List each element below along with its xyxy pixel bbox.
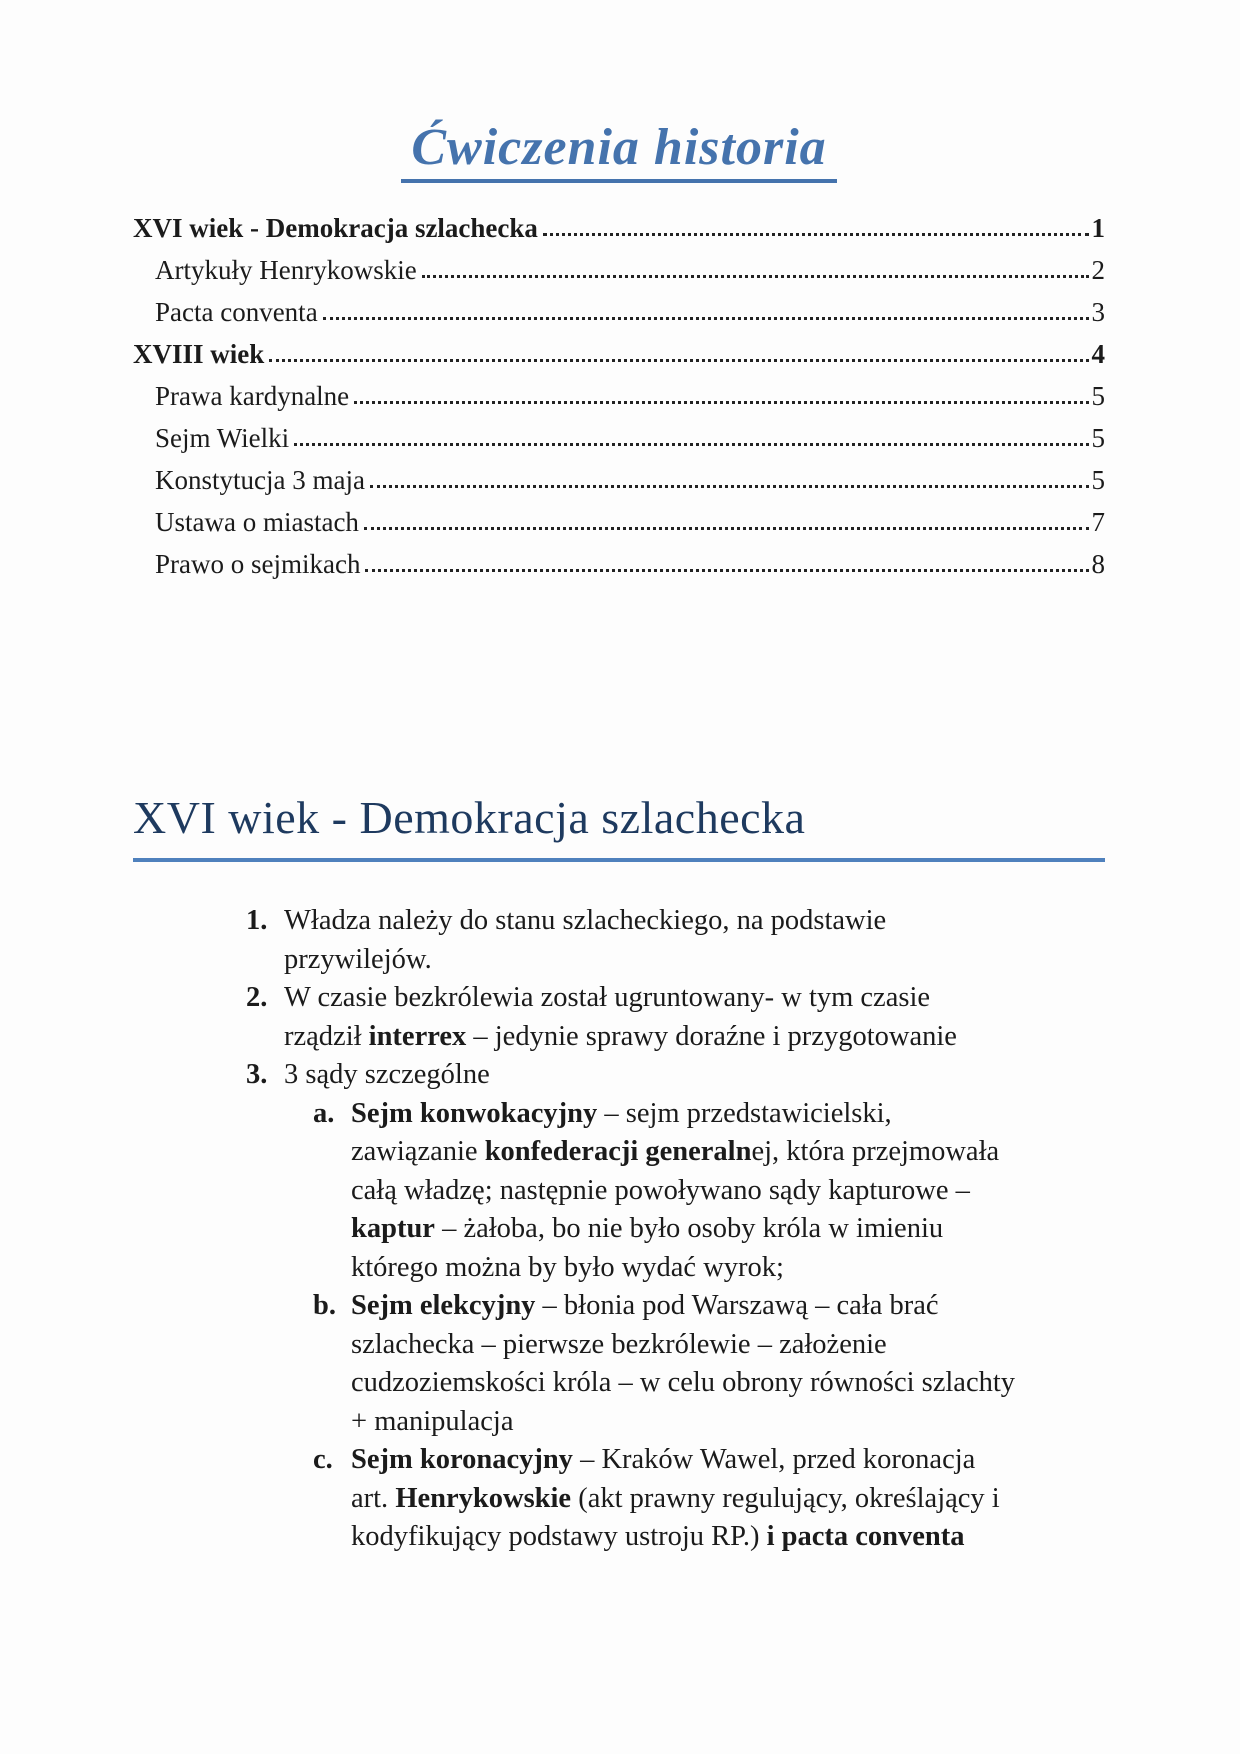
toc-entry-page-number: 5 (1091, 465, 1105, 495)
text-run-bold: Sejm konwokacyjny (351, 1097, 598, 1129)
list-item (313, 1095, 1105, 1288)
toc-entry-label: Prawa kardynalne (155, 381, 350, 411)
toc-leader-dots (365, 569, 1088, 572)
section-list (133, 902, 1105, 1557)
toc-entry-label: Pacta conventa (155, 297, 318, 327)
toc-leader-dots (364, 527, 1089, 530)
toc-leader-dots (294, 443, 1088, 446)
text-run: W czasie bezkrólewia został ugruntowany- w tym czasie rządził (284, 982, 931, 1052)
toc-entry-label: Sejm Wielki (155, 423, 290, 453)
toc-entry-label: Ustawa o miastach (155, 507, 359, 537)
list-item (313, 1287, 1105, 1441)
text-run: Władza należy do stanu szlacheckiego, na podstawie przywilejów. (284, 905, 887, 975)
list-item (246, 902, 1105, 979)
list-item-marker: 3. (246, 1059, 268, 1090)
toc-entry-label: XVIII wiek (133, 339, 265, 369)
toc-entry[interactable] (133, 255, 1105, 285)
text-run: (akt prawny regulujący, określający i kodyfikujący podstawy ustroju RP.) (351, 1482, 1000, 1552)
toc-entry-page-number: 3 (1091, 297, 1105, 327)
toc-entry-page-number: 7 (1091, 507, 1105, 537)
toc-entry[interactable] (133, 423, 1105, 453)
table-of-contents (133, 213, 1105, 579)
text-run-bold: kaptur (351, 1213, 435, 1244)
document-title (133, 118, 1105, 183)
text-run-bold: i pacta conventa (766, 1521, 965, 1552)
list-item-marker: 2. (246, 982, 268, 1013)
list-item-marker: 1. (246, 905, 268, 936)
toc-entry-page-number: 5 (1091, 381, 1105, 411)
text-run-bold: Henrykowskie (395, 1482, 572, 1514)
text-run: – sejm przedstawicielski, zawiązanie (351, 1097, 892, 1167)
toc-entry-label: Prawo o sejmikach (155, 549, 361, 579)
toc-leader-dots (422, 275, 1089, 278)
toc-entry[interactable] (133, 507, 1105, 537)
toc-leader-dots (370, 485, 1089, 488)
toc-entry[interactable] (133, 297, 1105, 327)
list-item (313, 1441, 1105, 1557)
list-item-marker: c. (313, 1444, 333, 1475)
toc-leader-dots (543, 233, 1089, 236)
list-item-text (284, 979, 1010, 1056)
text-run-bold: interrex (368, 1020, 467, 1052)
text-run-bold: konfederacji generaln (484, 1136, 752, 1167)
toc-entry[interactable] (133, 381, 1105, 411)
toc-entry-page-number: 5 (1091, 423, 1105, 453)
text-run: – żałoba, bo nie było osoby króla w imieniu którego można by było wydać wyrok; (351, 1213, 944, 1283)
list-item (246, 979, 1105, 1056)
toc-entry[interactable] (133, 213, 1105, 243)
toc-leader-dots (269, 359, 1088, 362)
toc-entry-page-number: 2 (1091, 255, 1105, 285)
toc-entry-page-number: 4 (1091, 339, 1105, 369)
toc-entry-label: Konstytucja 3 maja (155, 465, 365, 495)
list-item-marker: a. (313, 1097, 335, 1129)
section-heading: XVI wiek - Demokracja szlachecka (133, 791, 1105, 862)
list-item-text (351, 1287, 1019, 1441)
document-title-text: Ćwiczenia historia (401, 118, 836, 183)
toc-entry[interactable] (133, 339, 1105, 369)
text-run-bold: Sejm elekcyjny (351, 1290, 536, 1321)
text-run: ej, która przejmowała całą władzę; następnie powoływano sądy kapturowe – (351, 1136, 1000, 1206)
toc-entry-page-number: 8 (1091, 549, 1105, 579)
toc-leader-dots (323, 317, 1089, 320)
toc-entry[interactable] (133, 465, 1105, 495)
text-run: – błonia pod Warszawą – cała brać szlachecka – pierwsze bezkrólewie – założenie cudzoziemskości króla – w celu obrony równości szlachty + manipulacja (351, 1290, 1016, 1437)
toc-leader-dots (354, 401, 1088, 404)
list-item-marker: b. (313, 1290, 336, 1321)
toc-entry-label: Artykuły Henrykowskie (155, 255, 417, 285)
text-run: – jedynie sprawy doraźne i przygotowanie (466, 1020, 957, 1052)
text-run-bold: Sejm koronacyjny (351, 1444, 573, 1475)
list-item-text (351, 1441, 1019, 1557)
toc-entry-page-number: 1 (1091, 213, 1105, 243)
list-item-text (284, 902, 1010, 979)
text-run: 3 sądy szczególne (284, 1059, 490, 1090)
list-item-text (351, 1095, 1019, 1288)
text-run: – Kraków Wawel, przed koronacja art. (351, 1444, 976, 1514)
toc-entry-label: XVI wiek - Demokracja szlachecka (133, 213, 538, 243)
list-item (246, 1056, 1105, 1095)
toc-entry[interactable] (133, 549, 1105, 579)
list-item-text (284, 1056, 490, 1095)
